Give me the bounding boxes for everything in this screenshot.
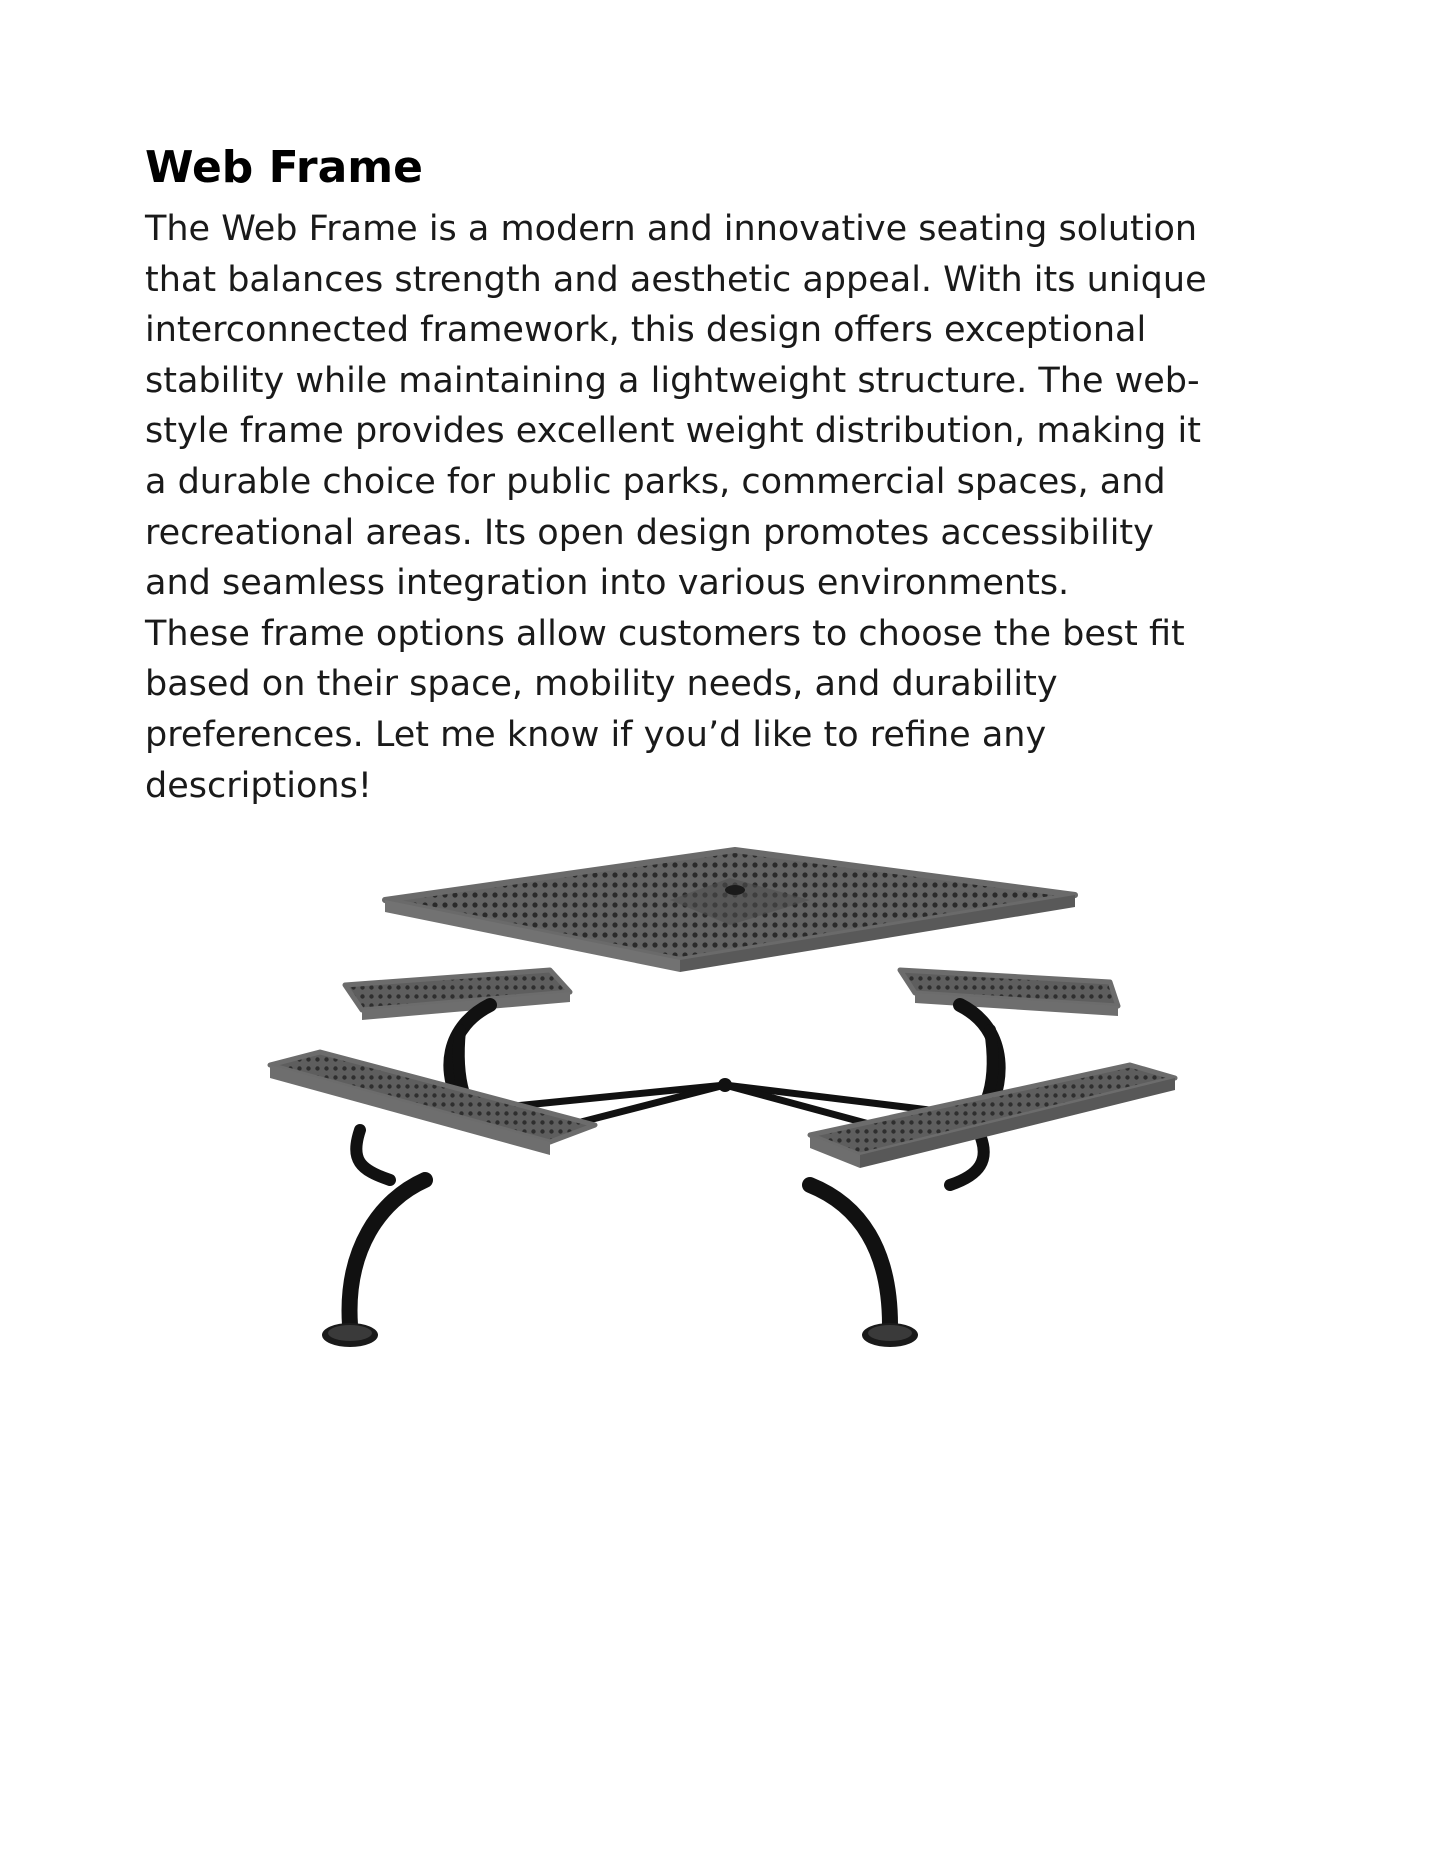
bench-back-right	[900, 970, 1118, 1016]
picnic-table-image	[250, 830, 1200, 1370]
table-top	[385, 850, 1075, 972]
description-paragraph	[145, 204, 1275, 811]
page-title: Web Frame	[145, 142, 423, 193]
description-line: style frame provides excellent weight distribution, making it	[145, 411, 1201, 452]
description-line: a durable choice for public parks, commercial spaces, and	[145, 461, 1166, 502]
description-line: These frame options allow customers to choose the best fit	[145, 613, 1185, 654]
description-line: descriptions!	[145, 765, 372, 806]
description-line: stability while maintaining a lightweight structure. The web-	[145, 360, 1200, 401]
description-line: preferences. Let me know if you’d like to refine any	[145, 714, 1047, 755]
web-frame	[350, 1005, 999, 1325]
description-line: that balances strength and aesthetic appeal. With its unique	[145, 259, 1207, 300]
description-line: interconnected framework, this design offers exceptional	[145, 310, 1147, 351]
bench-back-left	[345, 970, 570, 1020]
table-feet	[322, 1323, 918, 1347]
description-line: recreational areas. Its open design promotes accessibility	[145, 512, 1154, 553]
description-line: The Web Frame is a modern and innovative seating solution	[145, 209, 1198, 249]
description-line: based on their space, mobility needs, and durability	[145, 664, 1058, 705]
description-line: and seamless integration into various environments.	[145, 563, 1070, 604]
